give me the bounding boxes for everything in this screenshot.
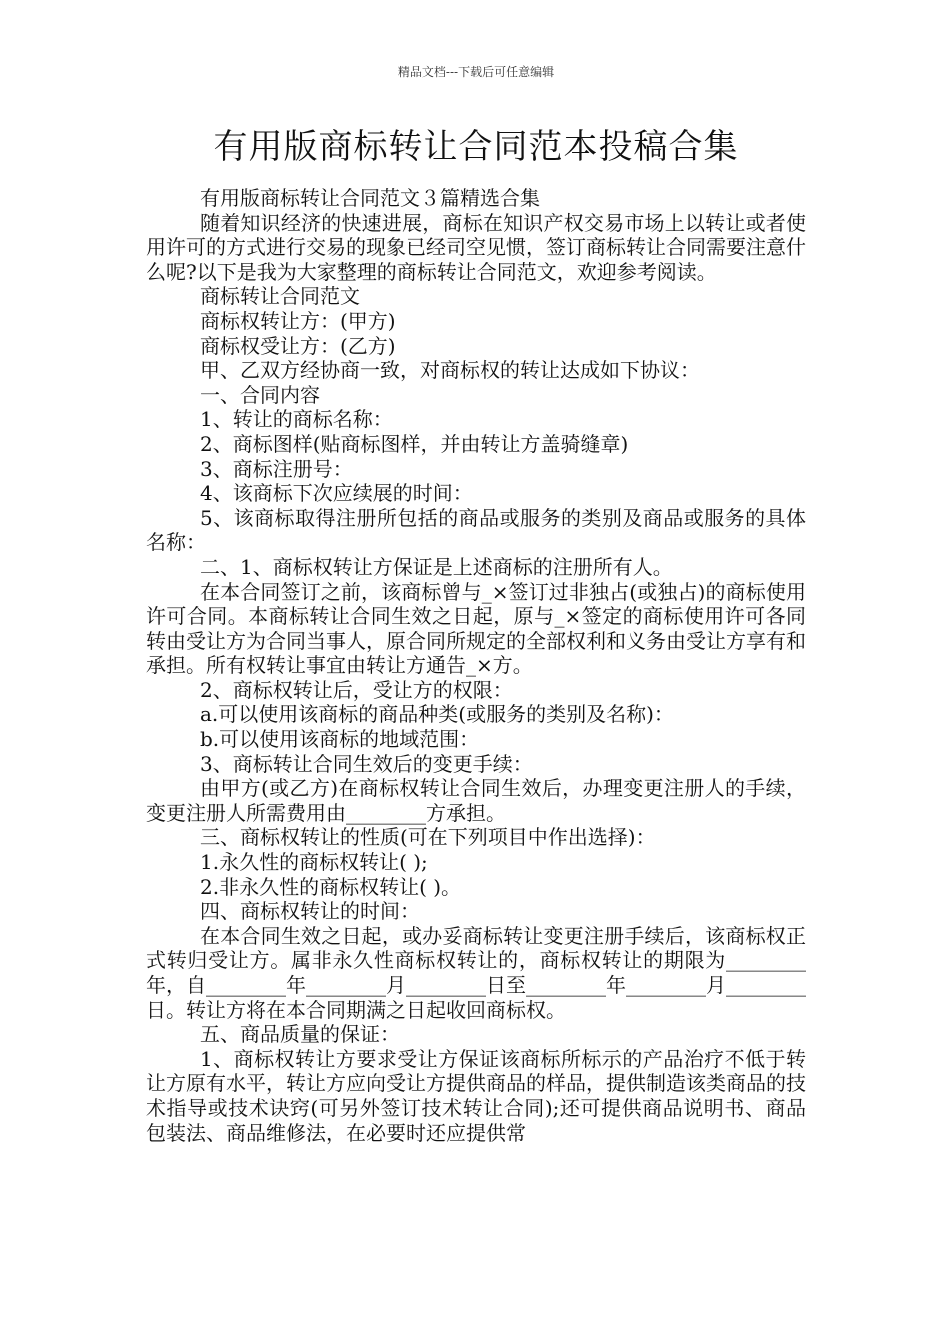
- paragraph-contract-heading: 商标转让合同范文: [200, 284, 360, 309]
- paragraph-agreement: 甲、乙双方经协商一致，对商标权的转让达成如下协议：: [200, 358, 700, 383]
- paragraph-item: 2、商标图样(贴商标图样，并由转让方盖骑缝章): [200, 431, 629, 456]
- paragraph-item: 5、该商标取得注册所包括的商品或服务的类别及商品或服务的具体名称：: [146, 505, 806, 555]
- paragraph-item: 1.永久性的商标权转让( );: [200, 850, 428, 875]
- paragraph-registration: 由甲方(或乙方)在商标权转让合同生效后，办理变更注册人的手续，变更注册人所需费用由________方承担。: [146, 776, 806, 825]
- paragraph-license: 在本合同签订之前，该商标曾与_×签订过非独占(或独占)的商标使用许可合同。本商标转让合同生效之日起，原与_×签定的商标使用许可各同转由受让方为合同当事人，原合同所规定的全部权利和义务由受让方享有和承担。所有权转让事宜由转让方通告_×方。: [146, 579, 806, 678]
- paragraph-item: 1、转让的商标名称：: [200, 407, 393, 432]
- paragraph-item: 2.非永久性的商标权转让( )。: [200, 874, 462, 899]
- page-header: 精品文档---下载后可任意编辑: [397, 65, 555, 79]
- paragraph-transferor: 商标权转让方：(甲方): [200, 308, 396, 333]
- section-heading-1: 一、合同内容: [200, 382, 320, 407]
- paragraph-item: 4、该商标下次应续展的时间：: [200, 481, 473, 506]
- paragraph-item: b.可以使用该商标的地域范围：: [200, 727, 480, 752]
- section-heading-3: 三、商标权转让的性质(可在下列项目中作出选择)：: [200, 825, 656, 850]
- section-heading-4: 四、商标权转让的时间：: [200, 899, 420, 924]
- paragraph-intro: 随着知识经济的快速进展，商标在知识产权交易市场上以转让或者使用许可的方式进行交易的现象已经司空见惯，签订商标转让合同需要注意什么呢?以下是我为大家整理的商标转让合同范文，欢迎参考阅读。: [146, 210, 806, 284]
- paragraph-item: 3、商标转让合同生效后的变更手续：: [200, 751, 533, 776]
- paragraph-item: 2、商标权转让后，受让方的权限：: [200, 677, 513, 702]
- document-body: [146, 186, 806, 1145]
- paragraph-subtitle: 有用版商标转让合同范文３篇精选合集: [200, 186, 540, 210]
- paragraph-transferee: 商标权受让方：(乙方): [200, 333, 396, 358]
- section-heading-2: 二、1、商标权转让方保证是上述商标的注册所有人。: [200, 554, 673, 579]
- paragraph-item: 3、商标注册号：: [200, 456, 353, 481]
- paragraph-item: a.可以使用该商标的商品种类(或服务的类别及名称)：: [200, 702, 674, 727]
- document-title: 有用版商标转让合同范本投稿合集: [213, 127, 739, 167]
- paragraph-term: 在本合同生效之日起，或办妥商标转让变更注册手续后，该商标权正式转归受让方。属非永久性商标权转让的，商标权转让的期限为________年，自________年________月________日至________年________月________日。转让方将在本合同期满之日起收回商标权。: [146, 923, 806, 1022]
- paragraph-quality: 1、商标权转让方要求受让方保证该商标所标示的产品治疗不低于转让方原有水平，转让方应向受让方提供商品的样品，提供制造该类商品的技术指导或技术诀窍(可另外签订技术转让合同);还可提供商品说明书、商品包装法、商品维修法，在必要时还应提供常: [146, 1046, 806, 1145]
- section-heading-5: 五、商品质量的保证：: [200, 1022, 400, 1047]
